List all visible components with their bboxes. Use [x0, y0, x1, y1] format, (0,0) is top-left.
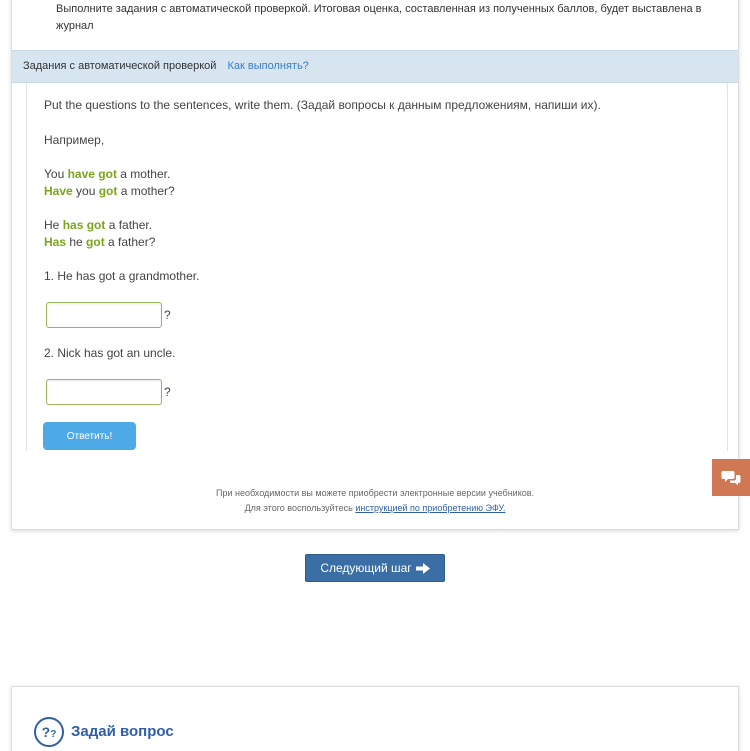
question-2-text: 2. Nick has got an uncle. [44, 346, 176, 360]
question-1-text: 1. He has got a grandmother. [44, 269, 200, 283]
tasks-label: Задания с автоматической проверкой [23, 60, 217, 72]
tasks-strip [12, 50, 738, 83]
example1-statement: You have got a mother. [44, 167, 171, 181]
answer-input-1[interactable] [46, 302, 162, 328]
arrow-right-icon [416, 563, 430, 574]
footer-line2: Для этого воспользуйтесь инструкцией по приобретению ЭФУ. [244, 503, 506, 513]
purchase-instructions-link[interactable]: инструкцией по приобретению ЭФУ. [355, 503, 506, 513]
how-to-link[interactable]: Как выполнять? [227, 60, 309, 72]
ask-question-title[interactable]: Задай вопрос [71, 723, 174, 740]
footer-note [12, 486, 738, 516]
example1-question: Have you got a mother? [44, 184, 175, 198]
example2-question: Has he got a father? [44, 235, 156, 249]
chat-icon [721, 470, 741, 486]
exercise-panel [26, 83, 728, 451]
answer-button[interactable]: Ответить! [43, 422, 136, 450]
ask-question-card [11, 686, 739, 751]
footer-line1: При необходимости вы можете приобрести электронные версии учебников. [215, 488, 535, 498]
example2-statement: He has got a father. [44, 218, 153, 232]
instruction: Put the questions to the sentences, write them. (Задай вопросы к данным предложениям, напиши их). [44, 98, 601, 112]
question-mark-2: ? [164, 385, 171, 399]
tasks-card [11, 0, 739, 530]
example-label: Например, [44, 133, 105, 147]
answer-input-2[interactable] [46, 379, 162, 405]
next-step-button[interactable] [305, 554, 445, 582]
chat-tab[interactable] [712, 459, 750, 496]
question-bubble-icon: ?? [34, 717, 64, 747]
question-mark-1: ? [164, 308, 171, 322]
next-step-label: Следующий шаг [320, 561, 412, 575]
intro-text: Выполните задания с автоматической проверкой. Итоговая оценка, составленная из полученных баллов, будет выставлена в журнал [56, 3, 702, 32]
